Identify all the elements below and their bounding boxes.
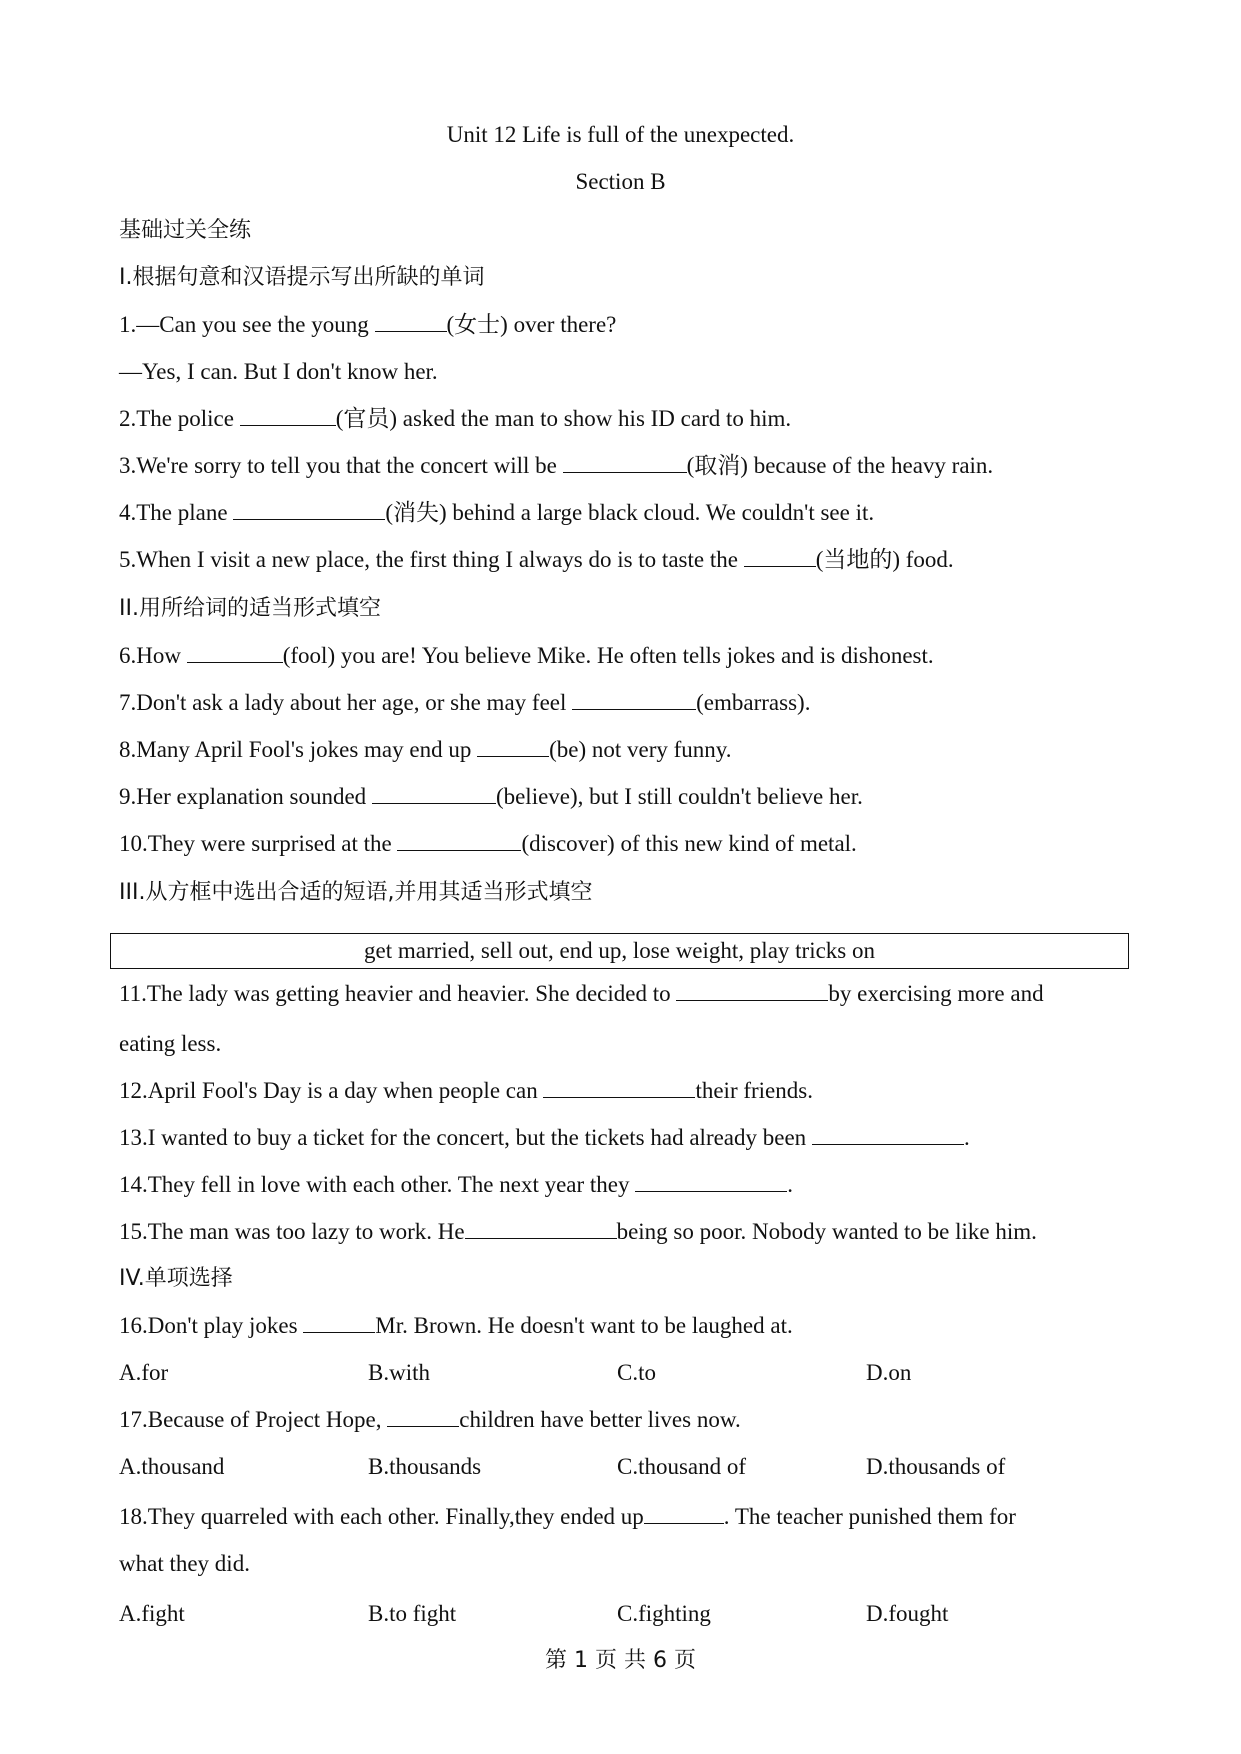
answer-blank[interactable] bbox=[397, 830, 521, 851]
exercise-heading: 基础过关全练 bbox=[119, 218, 252, 243]
question-text: (消失) behind a large black cloud. We couldn't see it. bbox=[385, 500, 875, 525]
answer-blank[interactable] bbox=[563, 452, 687, 473]
answer-blank[interactable] bbox=[233, 499, 385, 520]
answer-blank[interactable] bbox=[240, 405, 336, 426]
page-footer: 第 1 页 共 6 页 bbox=[545, 1648, 696, 1673]
question-text: 9.Her explanation sounded bbox=[119, 784, 372, 809]
question-text: 1.—Can you see the young bbox=[119, 312, 375, 337]
word-box: get married, sell out, end up, lose weight, play tricks on bbox=[110, 933, 1129, 969]
answer-blank[interactable] bbox=[572, 689, 696, 710]
option-c[interactable]: C.thousand of bbox=[617, 1454, 747, 1479]
option-a[interactable]: A.thousand bbox=[119, 1454, 225, 1479]
question-text: . bbox=[963, 1125, 970, 1150]
answer-blank[interactable] bbox=[477, 736, 549, 757]
question-text: (官员) asked the man to show his ID card to him. bbox=[335, 406, 792, 431]
question-3 bbox=[119, 451, 993, 481]
option-a[interactable]: A.for bbox=[119, 1360, 169, 1385]
question-text: their friends. bbox=[695, 1078, 813, 1103]
question-text: 5.When I visit a new place, the first thing I always do is to taste the bbox=[119, 547, 744, 572]
question-text: 8.Many April Fool's jokes may end up bbox=[119, 737, 478, 762]
question-text: 13.I wanted to buy a ticket for the concert, but the tickets had already been bbox=[119, 1125, 812, 1150]
question-text: 4.The plane bbox=[119, 500, 234, 525]
question-text: 3.We're sorry to tell you that the concert will be bbox=[119, 453, 563, 478]
page-title: Unit 12 Life is full of the unexpected. bbox=[446, 122, 795, 147]
question-14 bbox=[119, 1170, 793, 1200]
question-15 bbox=[119, 1217, 1037, 1247]
question-text: children have better lives now. bbox=[459, 1407, 741, 1432]
question-text: 2.The police bbox=[119, 406, 240, 431]
answer-blank[interactable] bbox=[644, 1503, 724, 1524]
question-text: 7.Don't ask a lady about her age, or she may feel bbox=[119, 690, 573, 715]
question-text: 12.April Fool's Day is a day when people can bbox=[119, 1078, 544, 1103]
option-b[interactable]: B.thousands bbox=[368, 1454, 482, 1479]
question-text: 18.They quarreled with each other. Finally,they ended up bbox=[119, 1504, 644, 1529]
question-1 bbox=[119, 310, 616, 340]
answer-blank[interactable] bbox=[465, 1218, 617, 1239]
question-text: (discover) of this new kind of metal. bbox=[521, 831, 857, 856]
answer-blank[interactable] bbox=[543, 1077, 695, 1098]
question-10 bbox=[119, 829, 857, 859]
question-text: . bbox=[787, 1172, 794, 1197]
answer-blank[interactable] bbox=[303, 1312, 375, 1333]
question-text: (fool) you are! You believe Mike. He often tells jokes and is dishonest. bbox=[282, 643, 934, 668]
part-2-heading: II.用所给词的适当形式填空 bbox=[119, 596, 381, 621]
option-c[interactable]: C.to bbox=[617, 1360, 656, 1385]
question-text: . The teacher punished them for bbox=[723, 1504, 1016, 1529]
part-3-heading: III.从方框中选出合适的短语,并用其适当形式填空 bbox=[119, 880, 593, 905]
answer-blank[interactable] bbox=[812, 1124, 964, 1145]
option-d[interactable]: D.fought bbox=[866, 1601, 949, 1626]
question-17 bbox=[119, 1405, 741, 1435]
question-5 bbox=[119, 545, 954, 575]
question-9 bbox=[119, 782, 863, 812]
option-b[interactable]: B.to fight bbox=[368, 1601, 457, 1626]
question-18-cont: what they did. bbox=[119, 1551, 250, 1576]
question-text: (believe), but I still couldn't believe her. bbox=[495, 784, 863, 809]
question-16 bbox=[119, 1311, 793, 1341]
question-18 bbox=[119, 1502, 1122, 1532]
answer-blank[interactable] bbox=[375, 311, 447, 332]
answer-blank[interactable] bbox=[387, 1406, 459, 1427]
option-d[interactable]: D.on bbox=[866, 1360, 912, 1385]
question-text: (be) not very funny. bbox=[549, 737, 732, 762]
question-8 bbox=[119, 735, 732, 765]
question-7 bbox=[119, 688, 810, 718]
question-text: by exercising more and bbox=[828, 981, 1044, 1006]
option-a[interactable]: A.fight bbox=[119, 1601, 185, 1626]
question-text: (embarrass). bbox=[696, 690, 811, 715]
part-4-heading: IV.单项选择 bbox=[119, 1266, 233, 1291]
question-text: being so poor. Nobody wanted to be like him. bbox=[616, 1219, 1037, 1244]
question-text: 10.They were surprised at the bbox=[119, 831, 398, 856]
answer-blank[interactable] bbox=[372, 783, 496, 804]
question-text: (取消) because of the heavy rain. bbox=[686, 453, 994, 478]
answer-blank[interactable] bbox=[635, 1171, 787, 1192]
answer-blank[interactable] bbox=[744, 546, 816, 567]
option-d[interactable]: D.thousands of bbox=[866, 1454, 1006, 1479]
question-text: 14.They fell in love with each other. The next year they bbox=[119, 1172, 636, 1197]
answer-blank[interactable] bbox=[187, 642, 283, 663]
part-1-heading: I.根据句意和汉语提示写出所缺的单词 bbox=[119, 265, 485, 290]
question-text: 17.Because of Project Hope, bbox=[119, 1407, 388, 1432]
question-text: (女士) over there? bbox=[446, 312, 617, 337]
question-text: (当地的) food. bbox=[815, 547, 954, 572]
answer-blank[interactable] bbox=[676, 980, 828, 1001]
question-13 bbox=[119, 1123, 970, 1153]
question-11-cont: eating less. bbox=[119, 1031, 222, 1056]
section-title: Section B bbox=[575, 169, 666, 194]
question-6 bbox=[119, 641, 934, 671]
question-text: 15.The man was too lazy to work. He bbox=[119, 1219, 465, 1244]
question-11 bbox=[119, 979, 1122, 1009]
question-text: 6.How bbox=[119, 643, 187, 668]
option-b[interactable]: B.with bbox=[368, 1360, 430, 1385]
question-1-reply: —Yes, I can. But I don't know her. bbox=[119, 359, 438, 384]
option-c[interactable]: C.fighting bbox=[617, 1601, 711, 1626]
question-2 bbox=[119, 404, 791, 434]
question-4 bbox=[119, 498, 874, 528]
question-12 bbox=[119, 1076, 813, 1106]
question-text: Mr. Brown. He doesn't want to be laughed at. bbox=[375, 1313, 793, 1338]
question-text: 16.Don't play jokes bbox=[119, 1313, 304, 1338]
question-text: 11.The lady was getting heavier and heavier. She decided to bbox=[119, 981, 677, 1006]
